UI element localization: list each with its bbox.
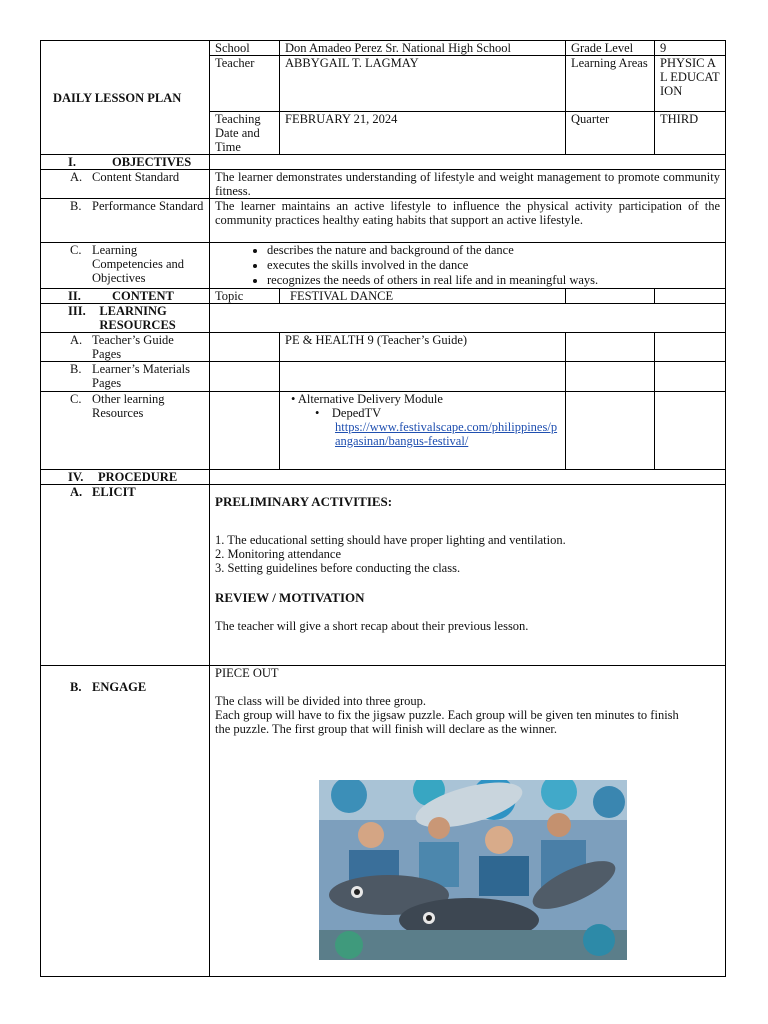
learners-materials-blank-2 [280, 362, 566, 392]
grade-label: Grade Level [566, 41, 655, 56]
learners-materials-label: B. Learner’s Materials Pages [41, 362, 210, 392]
learners-materials-blank-3 [566, 362, 655, 392]
other-resources-blank [210, 392, 280, 470]
competencies-list [210, 243, 726, 289]
preliminary-heading: PRELIMINARY ACTIVITIES: [215, 494, 393, 509]
elicit-label: A. ELICIT [41, 485, 210, 666]
content-heading: II. CONTENT [41, 289, 210, 304]
areas-value: PHYSIC AL EDUCAT ION [655, 56, 726, 112]
lesson-plan-page [40, 40, 725, 982]
procedure-blank [210, 470, 726, 485]
learners-materials-blank [210, 362, 280, 392]
grade-value: 9 [655, 41, 726, 56]
topic-label: Topic [210, 289, 280, 304]
teacher-value: ABBYGAIL T. LAGMAY [280, 56, 566, 112]
engage-line-2: Each group will have to fix the jigsaw puzzle. Each group will be given ten minutes to finish the puzzle. The first group that will finish will declare as the winner. [215, 708, 679, 736]
resources-blank [210, 304, 726, 333]
teachers-guide-blank-3 [655, 333, 726, 362]
learners-materials-blank-4 [655, 362, 726, 392]
topic-blank-1 [566, 289, 655, 304]
date-value: FEBRUARY 21, 2024 [280, 112, 566, 155]
content-standard-label: A. Content Standard [41, 170, 210, 199]
competency-item: • executes the skills involved in the dance [267, 258, 720, 272]
other-resources-label: C. Other learning Resources [41, 392, 210, 470]
resources-heading: III. LEARNING RESOURCES [41, 304, 210, 333]
procedure-heading: IV. PROCEDURE [41, 470, 210, 485]
topic-blank-2 [655, 289, 726, 304]
resource-item: • Alternative Delivery Module [291, 392, 443, 406]
quarter-value: THIRD [655, 112, 726, 155]
content-standard-text: The learner demonstrates understanding of lifestyle and weight management to promote community fitness. [210, 170, 726, 199]
school-label: School [210, 41, 280, 56]
engage-line-1: The class will be divided into three group. [215, 694, 427, 708]
date-label: Teaching Date and Time [210, 112, 280, 155]
performance-standard-text: The learner maintains an active lifestyle to influence the physical activity participation of the community practices healthy eating habits that support an active lifestyle. [210, 199, 726, 243]
elicit-content [210, 485, 726, 666]
festival-dance-photo [319, 780, 627, 960]
resource-item: • DepedTV [315, 406, 382, 420]
review-text: The teacher will give a short recap about their previous lesson. [215, 619, 529, 633]
preliminary-item: 2. Monitoring attendance [215, 547, 342, 561]
objectives-blank [210, 155, 726, 170]
other-resources-list [280, 392, 566, 470]
document-title: DAILY LESSON PLAN [41, 41, 210, 155]
teacher-label: Teacher [210, 56, 280, 112]
competency-item: • describes the nature and background of the dance [267, 243, 720, 257]
quarter-label: Quarter [566, 112, 655, 155]
festival-photo-illustration [319, 780, 627, 960]
areas-label: Learning Areas [566, 56, 655, 112]
other-resources-blank-2 [566, 392, 655, 470]
other-resources-blank-3 [655, 392, 726, 470]
competencies-label: C. Learning Competencies and Objectives [41, 243, 210, 289]
bangus-festival-link[interactable]: https://www.festivalscape.com/philippines/pangasinan/bangus-festival/ [335, 420, 558, 448]
performance-standard-label: B. Performance Standard [41, 199, 210, 243]
preliminary-item: 3. Setting guidelines before conducting the class. [215, 561, 461, 575]
engage-content [210, 666, 726, 977]
teachers-guide-label: A. Teacher’s Guide Pages [41, 333, 210, 362]
teachers-guide-blank-2 [566, 333, 655, 362]
teachers-guide-blank [210, 333, 280, 362]
engage-label: B. ENGAGE [41, 666, 210, 977]
review-heading: REVIEW / MOTIVATION [215, 590, 365, 605]
school-value: Don Amadeo Perez Sr. National High School [280, 41, 566, 56]
teachers-guide-value: PE & HEALTH 9 (Teacher’s Guide) [280, 333, 566, 362]
preliminary-item: 1. The educational setting should have proper lighting and ventilation. [215, 533, 566, 547]
lesson-plan-table [40, 40, 726, 977]
topic-value: FESTIVAL DANCE [280, 289, 566, 304]
objectives-heading: I. OBJECTIVES [41, 155, 210, 170]
competency-item: • recognizes the needs of others in real life and in meaningful ways. [267, 273, 720, 287]
engage-title: PIECE OUT [215, 666, 279, 680]
